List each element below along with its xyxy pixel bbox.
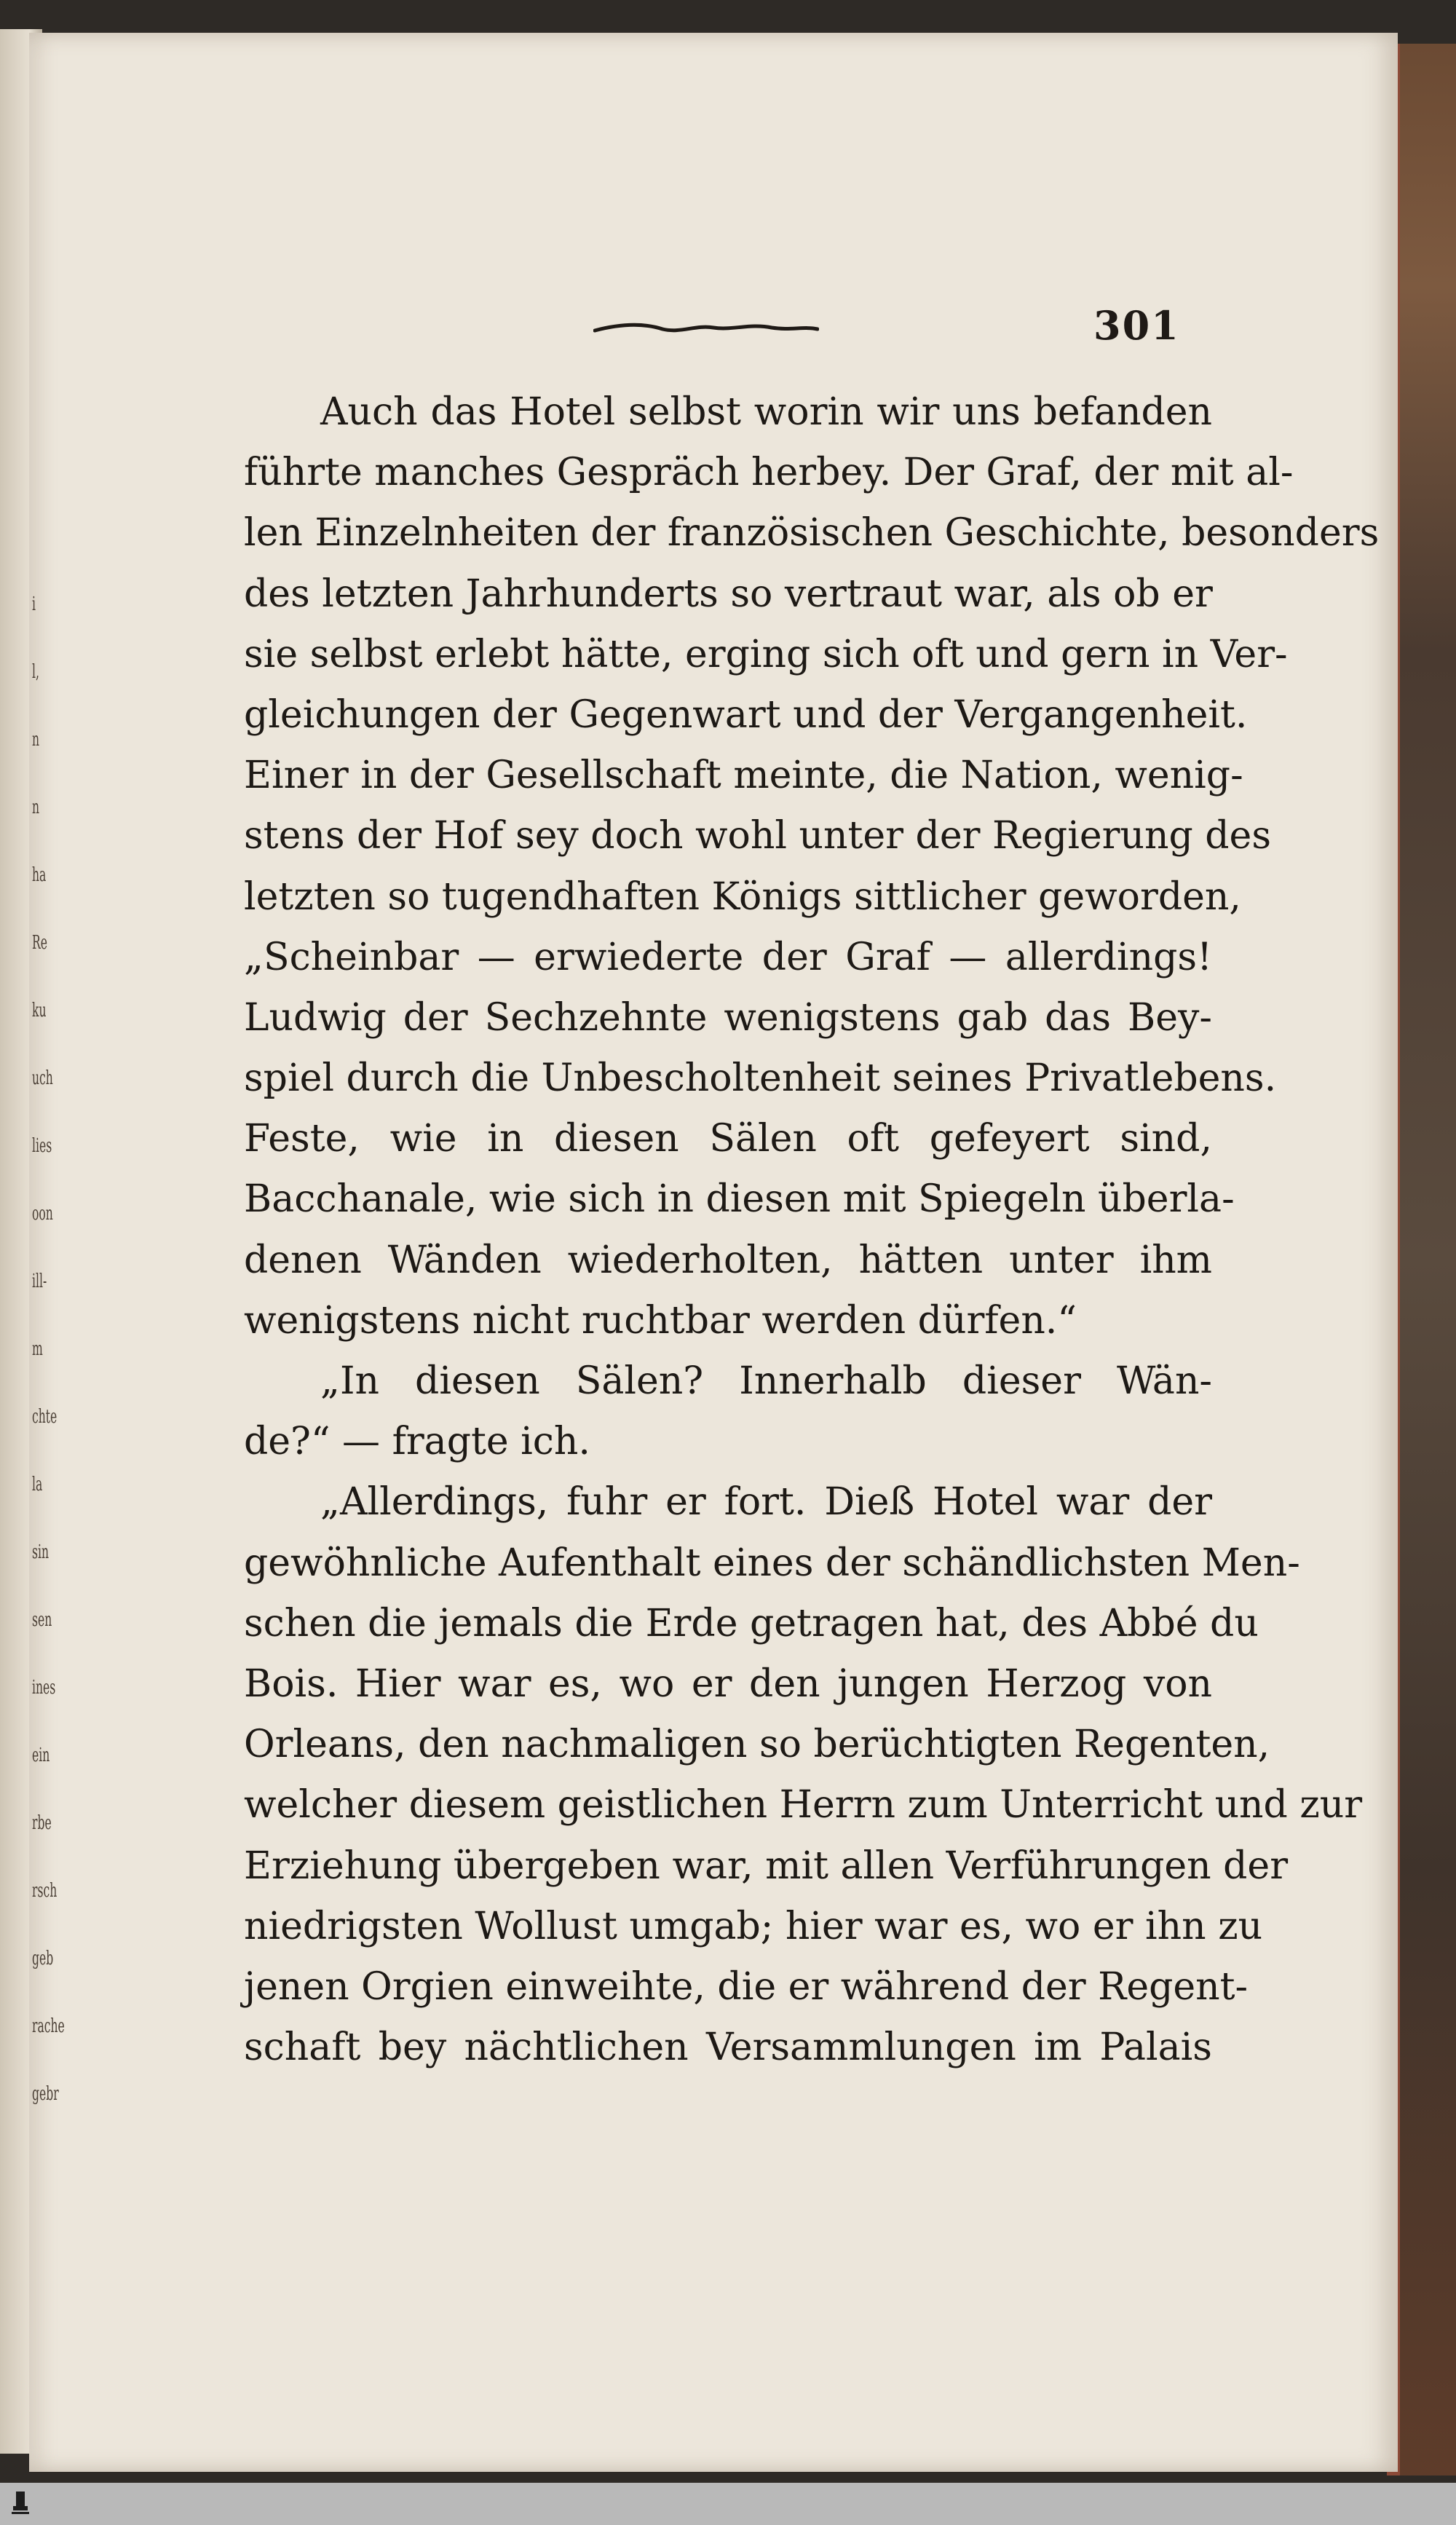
text-line: sie selbst erlebt hätte, erging sich oft und gern in Ver-	[244, 632, 1288, 676]
text-line: wenigstens nicht ruchtbar werden dürfen.“	[244, 1298, 1077, 1343]
book-page	[29, 33, 1398, 2472]
text-line: Auch das Hotel selbst worin wir uns befanden	[320, 390, 1212, 434]
margin-fragment: Re	[32, 932, 47, 954]
margin-fragment: rbe	[32, 1812, 52, 1834]
text-line: schen die jemals die Erde getragen hat, des Abbé du	[244, 1601, 1259, 1645]
text-line: führte manches Gespräch herbey. Der Graf, der mit al-	[244, 451, 1294, 495]
text-line: niedrigsten Wollust umgab; hier war es, wo er ihn zu	[244, 1904, 1263, 1948]
text-line: welcher diesem geistlichen Herrn zum Unterricht und zur	[244, 1783, 1363, 1827]
text-line: Orleans, den nachmaligen so berüchtigten Regenten,	[244, 1723, 1270, 1767]
text-line: „Allerdings, fuhr er fort. Dieß Hotel war der	[320, 1480, 1212, 1525]
margin-fragment: rache	[32, 2015, 65, 2037]
margin-fragment: n	[32, 797, 40, 818]
text-line: Bois. Hier war es, wo er den jungen Herzog von	[244, 1661, 1212, 1706]
text-line: Feste, wie in diesen Sälen oft gefeyert sind,	[244, 1117, 1212, 1161]
margin-fragment: uch	[32, 1067, 53, 1089]
margin-fragment: ein	[32, 1744, 50, 1766]
text-line: schaft bey nächtlichen Versammlungen im Palais	[244, 2026, 1212, 2070]
margin-fragment: ill-	[32, 1271, 47, 1292]
margin-fragment: geb	[32, 1948, 54, 1969]
margin-fragment: n	[32, 729, 40, 751]
library-logo-icon	[10, 2490, 31, 2516]
page-number: 301	[1093, 302, 1180, 349]
header-ornament-icon	[593, 320, 819, 336]
text-line: Bacchanale, wie sich in diesen mit Spiegeln überla-	[244, 1177, 1235, 1222]
text-line: Einer in der Gesellschaft meinte, die Nation, wenig-	[244, 754, 1243, 798]
margin-fragment: ku	[32, 1000, 47, 1022]
margin-fragment: gebr	[32, 2083, 59, 2105]
text-line: spiel durch die Unbescholtenheit seines Privatlebens.	[244, 1056, 1277, 1101]
text-line: „Scheinbar — erwiederte der Graf — allerdings!	[244, 935, 1212, 979]
margin-fragment: chte	[32, 1406, 58, 1428]
text-line: Ludwig der Sechzehnte wenigstens gab das Bey-	[244, 995, 1212, 1040]
margin-fragment: ines	[32, 1677, 56, 1699]
text-line: gewöhnliche Aufenthalt eines der schändlichsten Men-	[244, 1541, 1300, 1585]
text-line: „In diesen Sälen? Innerhalb dieser Wän-	[320, 1359, 1212, 1403]
text-line: denen Wänden wiederholten, hätten unter ihm	[244, 1238, 1212, 1282]
text-line: des letzten Jahrhunderts so vertraut war, als ob er	[244, 572, 1213, 616]
margin-fragment: sen	[32, 1609, 52, 1631]
text-line: letzten so tugendhaften Königs sittlicher geworden,	[244, 874, 1241, 919]
scanner-footer-strip	[0, 2483, 1456, 2525]
margin-fragment: i	[32, 593, 36, 615]
margin-fragment: sin	[32, 1541, 50, 1563]
text-line: stens der Hof sey doch wohl unter der Regierung des	[244, 814, 1272, 858]
text-line: len Einzelnheiten der französischen Geschichte, besonders	[244, 511, 1380, 556]
text-line: gleichungen der Gegenwart und der Vergangenheit.	[244, 692, 1248, 737]
margin-fragment: rsch	[32, 1880, 58, 1902]
margin-fragment: ha	[32, 864, 47, 886]
margin-fragment: la	[32, 1474, 43, 1495]
text-line: de?“ — fragte ich.	[244, 1420, 590, 1464]
body-text	[244, 382, 1380, 2078]
text-line: Erziehung übergeben war, mit allen Verführungen der	[244, 1844, 1289, 1888]
margin-fragment: oon	[32, 1203, 53, 1225]
margin-fragment: lies	[32, 1135, 52, 1157]
margin-fragment: l,	[32, 661, 39, 683]
margin-fragment: m	[32, 1338, 43, 1360]
text-line: jenen Orgien einweihte, die er während der Regent-	[244, 1964, 1249, 2009]
